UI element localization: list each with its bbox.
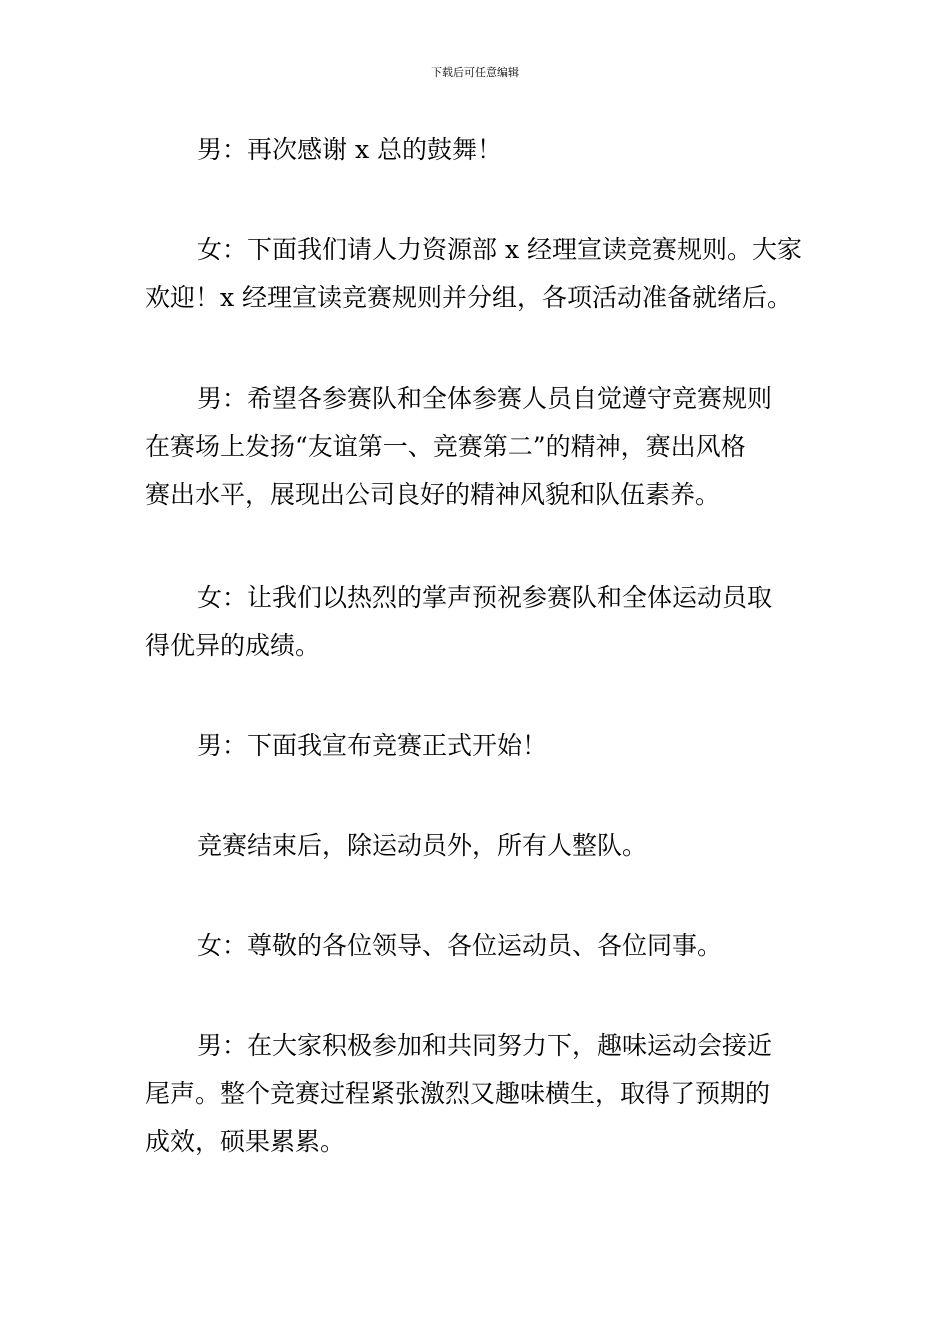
page-header-note: 下载后可任意编辑 [431, 66, 519, 79]
paragraph-line: 男：在大家积极参加和共同努力下，趣味运动会接近 [197, 1031, 773, 1060]
paragraph-6 [145, 822, 810, 870]
paragraph-line: 竞赛结束后，除运动员外，所有人整队。 [197, 831, 648, 860]
paragraph-line: 男：再次感谢 x 总的鼓舞！ [197, 135, 502, 164]
paragraph-5 [145, 722, 810, 770]
paragraph-line: 赛出水平，展现出公司良好的精神风貌和队伍素养。 [145, 480, 721, 509]
paragraph-8 [145, 1022, 810, 1166]
paragraph-2 [145, 226, 810, 322]
paragraph-line: 男：希望各参赛队和全体参赛人员自觉遵守竞赛规则 [197, 384, 773, 413]
paragraph-line: 成效，硕果累累。 [145, 1127, 346, 1156]
paragraph-line: 得优异的成绩。 [145, 631, 321, 660]
paragraph-line: 尾声。整个竞赛过程紧张激烈又趣味横生，取得了预期的 [145, 1079, 771, 1108]
paragraph-1 [145, 126, 810, 174]
paragraph-line: 女：下面我们请人力资源部 x 经理宣读竞赛规则。大家 [197, 235, 802, 264]
paragraph-line: 男：下面我宣布竞赛正式开始！ [197, 731, 548, 760]
paragraph-7 [145, 922, 810, 970]
paragraph-4 [145, 574, 810, 670]
paragraph-line: 欢迎！x 经理宣读竞赛规则并分组，各项活动准备就绪后。 [145, 283, 793, 312]
paragraph-line: 女：让我们以热烈的掌声预祝参赛队和全体运动员取 [197, 583, 773, 612]
paragraph-3 [145, 375, 810, 519]
paragraph-line: 女：尊敬的各位领导、各位运动员、各位同事。 [197, 931, 723, 960]
paragraph-line: 在赛场上发扬“友谊第一、竞赛第二”的精神，赛出风格 [145, 432, 746, 461]
